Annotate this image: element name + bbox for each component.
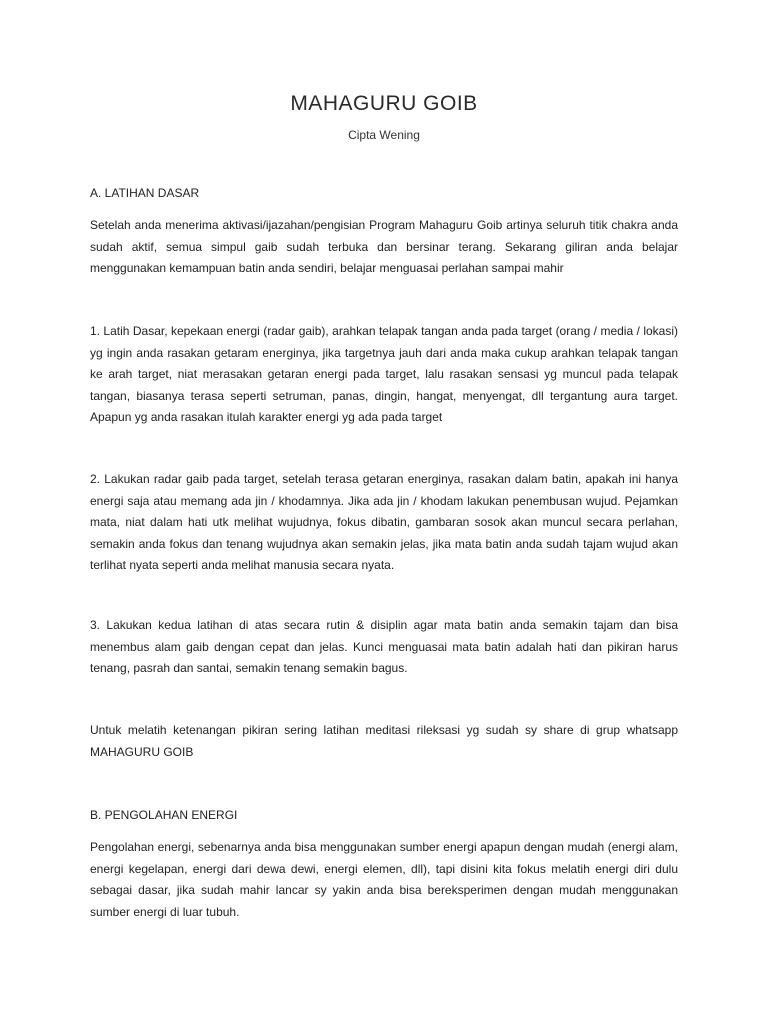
section-a-intro: Setelah anda menerima aktivasi/ijazahan/pengisian Program Mahaguru Goib artinya seluruh titik chakra anda sudah aktif, semua simpul gaib sudah terbuka dan bersinar terang. Sekarang giliran anda belajar menggunakan kemampuan batin anda sendiri, belajar menguasai perlahan sampai mahir (90, 218, 678, 275)
section-a-note: Untuk melatih ketenangan pikiran sering latihan meditasi rileksasi yg sudah sy share di grup whatsapp MAHAGURU GOIB (90, 723, 678, 759)
section-a-step-1: 1. Latih Dasar, kepekaan energi (radar gaib), arahkan telapak tangan anda pada target (orang / media / lokasi) yg ingin anda rasakan getaram energinya, jika targetnya jauh dari anda maka cukup arahkan telapak tangan ke arah target, niat merasakan getaran energi pada target, lalu rasakan sensasi yg muncul pada telapak tangan, biasanya terasa seperti setruman, panas, dingin, hangat, menyengat, dll tergantung aura target. Apapun yg anda rasakan itulah karakter energi yg ada pada target (90, 324, 678, 424)
document-subtitle: Cipta Wening (348, 128, 420, 142)
section-b-intro: Pengolahan energi, sebenarnya anda bisa menggunakan sumber energi apapun dengan mudah (energi alam, energi kegelapan, energi dari dewa dewi, energi elemen, dll), tapi disini kita fokus melatih energi diri dulu sebagai dasar, jika sudah mahir lancar sy yakin anda bisa bereksperimen dengan mudah menggunakan sumber energi di luar tubuh. (90, 840, 678, 919)
section-b-heading: B. PENGOLAHAN ENERGI (90, 808, 238, 822)
document-title: MAHAGURU GOIB (290, 92, 478, 115)
section-a-step-3: 3. Lakukan kedua latihan di atas secara rutin & disiplin agar mata batin anda semakin tajam dan bisa menembus alam gaib dengan cepat dan jelas. Kunci menguasai mata batin adalah hati dan pikiran harus tenang, pasrah dan santai, semakin tenang semakin bagus. (90, 618, 678, 675)
section-a-heading: A. LATIHAN DASAR (90, 186, 200, 200)
section-a-step-2: 2. Lakukan radar gaib pada target, setelah terasa getaran energinya, rasakan dalam batin, apakah ini hanya energi saja atau memang ada jin / khodamnya. Jika ada jin / khodam lakukan penembusan wujud. Pejamkan mata, niat dalam hati utk melihat wujudnya, fokus dibatin, gambaran sosok akan muncul secara perlahan, semakin anda fokus dan tenang wujudnya akan semakin jelas, jika mata batin anda sudah tajam wujud akan terlihat nyata seperti anda melihat manusia secara nyata. (90, 472, 678, 572)
